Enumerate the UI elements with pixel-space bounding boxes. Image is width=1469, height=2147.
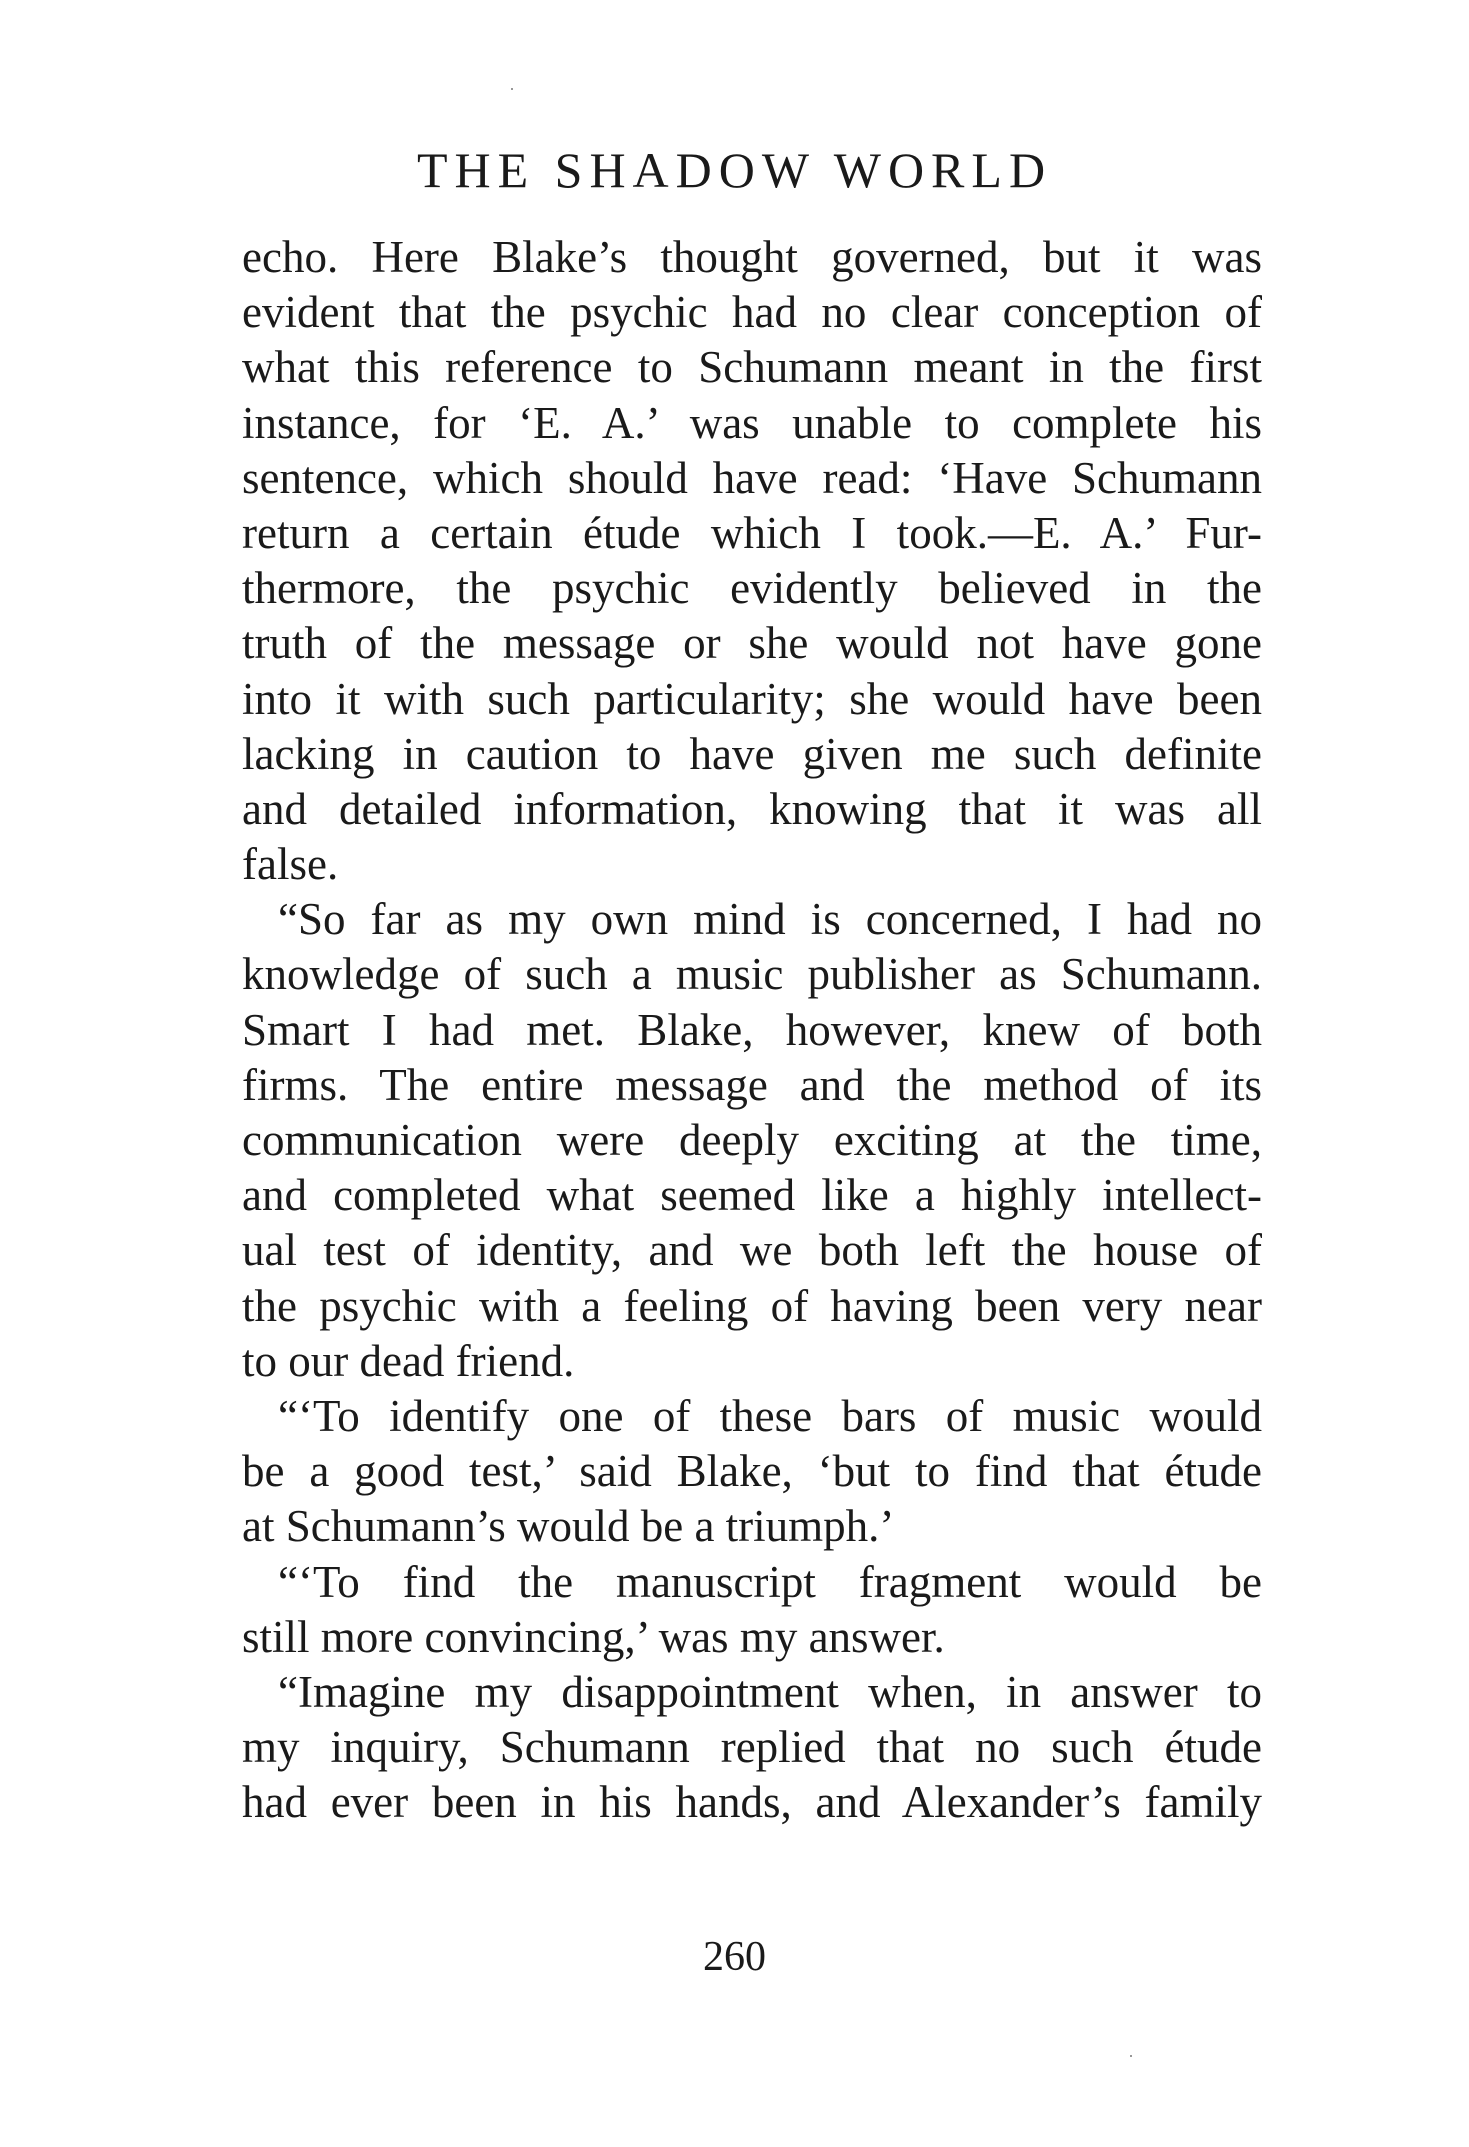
text-line: knowledge of such a music publisher as Schumann.	[242, 949, 1262, 1000]
text-line: evident that the psychic had no clear conception of	[242, 287, 1262, 338]
text-line: into it with such particularity; she would have been	[242, 673, 1262, 724]
text-line: had ever been in his hands, and Alexander’s family	[242, 1777, 1262, 1828]
text-line: “So far as my own mind is concerned, I had no	[278, 894, 1262, 945]
text-line: what this reference to Schumann meant in the first	[242, 342, 1262, 393]
text-line: and completed what seemed like a highly intellect-	[242, 1170, 1262, 1221]
text-line: “‘To identify one of these bars of music would	[278, 1390, 1262, 1441]
text-line: return a certain étude which I took.—E. A.’ Fur-	[242, 507, 1262, 558]
text-line: be a good test,’ said Blake, ‘but to find that étude	[242, 1446, 1262, 1497]
text-line: Smart I had met. Blake, however, knew of both	[242, 1004, 1262, 1055]
text-line: still more convincing,’ was my answer.	[242, 1611, 945, 1662]
page-number: 260	[703, 1934, 766, 1980]
text-line: lacking in caution to have given me such definite	[242, 728, 1262, 779]
text-line: sentence, which should have read: ‘Have Schumann	[242, 452, 1262, 503]
text-line: false.	[242, 839, 339, 890]
text-line: instance, for ‘E. A.’ was unable to complete his	[242, 397, 1262, 448]
text-line: truth of the message or she would not have gone	[242, 618, 1262, 669]
text-line: my inquiry, Schumann replied that no such étude	[242, 1722, 1262, 1773]
body-text	[242, 230, 1262, 1830]
paper-speck	[1130, 2055, 1132, 2057]
text-line: and detailed information, knowing that it was all	[242, 783, 1262, 834]
text-line: “Imagine my disappointment when, in answer to	[278, 1666, 1262, 1717]
text-line: thermore, the psychic evidently believed in the	[242, 563, 1262, 614]
paper-speck	[511, 88, 513, 90]
text-line: communication were deeply exciting at the time,	[242, 1115, 1262, 1165]
text-line: at Schumann’s would be a triumph.’	[242, 1501, 895, 1552]
text-line: echo. Here Blake’s thought governed, but it was	[242, 232, 1262, 282]
running-head: THE SHADOW WORLD	[416, 142, 1053, 198]
text-line: to our dead friend.	[242, 1335, 575, 1386]
text-line: the psychic with a feeling of having been very near	[242, 1280, 1262, 1331]
text-line: ual test of identity, and we both left the house of	[242, 1225, 1262, 1276]
text-line: “‘To find the manuscript fragment would be	[278, 1556, 1262, 1607]
text-line: firms. The entire message and the method of its	[242, 1059, 1262, 1110]
